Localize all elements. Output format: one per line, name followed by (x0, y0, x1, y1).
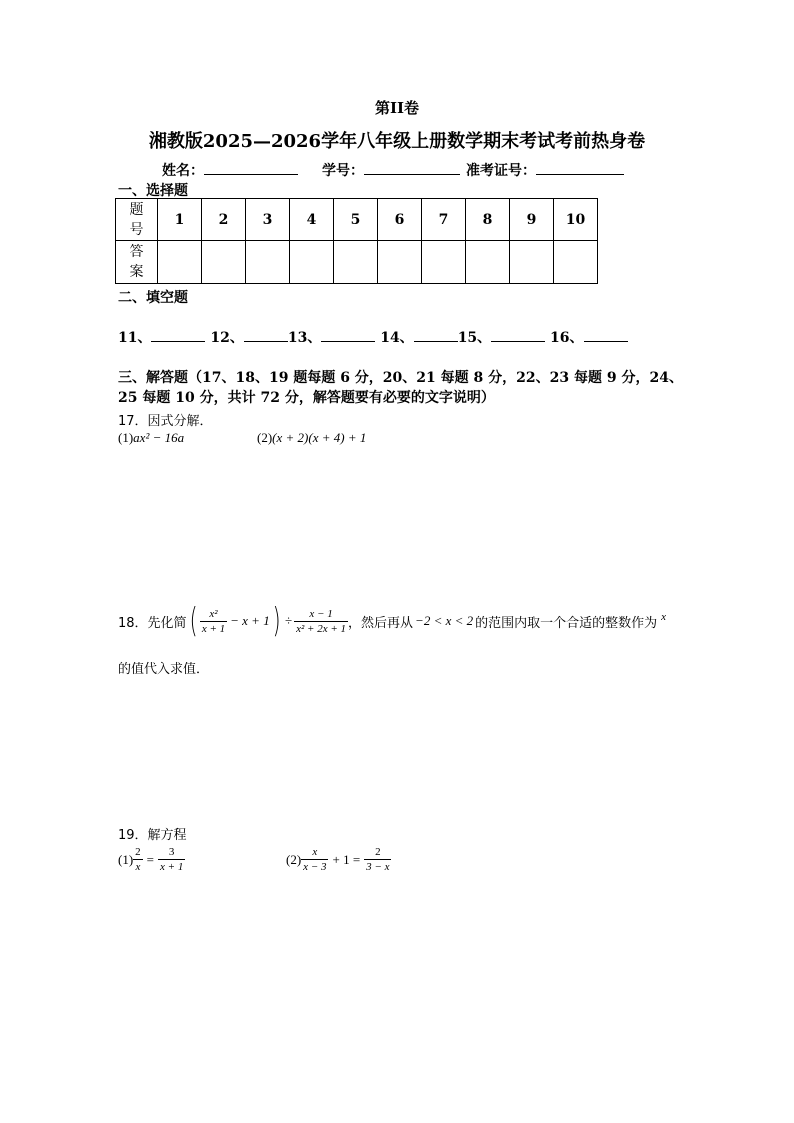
answer-cell[interactable] (202, 241, 246, 284)
q17-part1-expr: ax² − 16a (133, 430, 185, 445)
fill-item-label: 16、 (550, 330, 584, 346)
fill-blank[interactable] (491, 327, 545, 342)
q19-part2-middle: + 1 = (332, 851, 361, 867)
q17-part2 (257, 430, 366, 446)
fill-blank[interactable] (584, 327, 628, 342)
q19-stem: 19．解方程 (118, 828, 187, 843)
answer-header: 答案 (116, 241, 158, 284)
answer-cell[interactable] (158, 241, 202, 284)
answer-cell[interactable] (246, 241, 290, 284)
page-title: 湘教版2025—2026学年八年级上册数学期末考试考前热身卷 (148, 131, 646, 152)
numerator: 2 (364, 845, 391, 860)
volume-label: 第II卷 (374, 99, 420, 117)
q19-part2 (286, 845, 391, 874)
fill-blank[interactable] (244, 327, 288, 342)
question-number-cell: 6 (378, 199, 422, 241)
q19-part1-lhs (133, 845, 143, 874)
answer-cell[interactable] (290, 241, 334, 284)
student-id-label: 学号： (322, 163, 364, 179)
left-paren: ( (189, 601, 198, 641)
section-solve-heading-line2: 25 每题 10 分，共计 72 分，解答题要有必要的文字说明） (118, 390, 495, 406)
q19-part1-rhs (158, 845, 185, 874)
q19-part2-rhs (364, 845, 391, 874)
answer-cell[interactable] (422, 241, 466, 284)
q19-part1 (118, 845, 185, 874)
q19-part2-lhs (301, 845, 328, 874)
name-label: 姓名： (162, 163, 204, 179)
q18-suffix: 的范围内取一个合适的整数作为 (475, 615, 658, 631)
q17-part2-label: (2) (257, 430, 273, 445)
answer-cell[interactable] (554, 241, 598, 284)
student-id-blank[interactable] (364, 160, 460, 175)
exam-number-field[interactable] (466, 160, 624, 180)
answer-table (115, 198, 598, 284)
exam-number-blank[interactable] (536, 160, 624, 175)
q17-part2-expr: (x + 2)(x + 4) + 1 (272, 430, 367, 445)
section-solve-heading-line1: 三、解答题（17、18、19 题每题 6 分，20、21 每题 8 分，22、23 每题 9 分，24、 (118, 370, 683, 386)
section-choice-heading: 一、选择题 (118, 183, 188, 199)
student-id-field[interactable] (322, 160, 460, 180)
question-number-header: 题号 (116, 199, 158, 241)
fill-item-label: 13、 (287, 330, 322, 346)
q18-line1 (118, 601, 667, 641)
q17-part1-label: (1) (118, 430, 134, 445)
numerator: 2 (135, 846, 141, 858)
question-number-cell: 7 (422, 199, 466, 241)
fill-item-label: 15、 (457, 330, 492, 346)
question-number-cell: 3 (246, 199, 290, 241)
fill-item-label: 11、 (118, 330, 152, 346)
denominator: 3 − x (366, 861, 390, 873)
fill-blank[interactable] (321, 327, 375, 342)
exam-number-label: 准考证号： (466, 163, 536, 179)
q18-fraction1-denominator: x + 1 (201, 622, 226, 635)
question-number-cell: 4 (290, 199, 334, 241)
fill-item-label: 14、 (380, 330, 414, 346)
denominator: x + 1 (160, 861, 184, 873)
answer-row (116, 241, 598, 284)
q19-part2-label: (2) (286, 851, 302, 867)
q18-fraction1-numerator: x² (200, 607, 227, 622)
question-number-cell: 5 (334, 199, 378, 241)
q18-range: −2 < x < 2 (415, 613, 474, 628)
answer-cell[interactable] (334, 241, 378, 284)
question-number-cell: 10 (554, 199, 598, 241)
q17-stem: 17．因式分解． (118, 414, 213, 429)
question-number-row (116, 199, 598, 241)
q18-minus-part: − x + 1 (230, 613, 270, 628)
q18-middle-text: ，然后再从 (348, 615, 414, 631)
question-number-cell: 2 (202, 199, 246, 241)
q18-fraction1 (200, 607, 227, 636)
fill-blank[interactable] (151, 327, 205, 342)
answer-cell[interactable] (510, 241, 554, 284)
denominator: x − 3 (303, 861, 327, 873)
division-sign: ÷ (284, 613, 293, 628)
numerator: x (301, 845, 328, 860)
q17-part1 (118, 430, 184, 446)
q18-prefix: 18．先化简 (118, 615, 187, 631)
q18-fraction2-denominator: x² + 2x + 1 (296, 622, 347, 635)
fill-blank-row (118, 327, 628, 347)
right-paren: ) (272, 601, 281, 641)
equals-sign: = (146, 851, 155, 867)
answer-cell[interactable] (378, 241, 422, 284)
q18-line2: 的值代入求值． (118, 662, 210, 677)
answer-cell[interactable] (466, 241, 510, 284)
denominator: x (135, 861, 141, 873)
fill-item-label: 12、 (210, 330, 244, 346)
question-number-cell: 1 (158, 199, 202, 241)
name-field[interactable] (162, 160, 298, 180)
q18-variable: x (661, 611, 667, 623)
question-number-cell: 8 (466, 199, 510, 241)
q18-fraction2 (294, 607, 348, 636)
q18-fraction2-numerator: x − 1 (294, 607, 348, 622)
question-number-cell: 9 (510, 199, 554, 241)
section-fill-heading: 二、填空题 (118, 290, 188, 306)
name-blank[interactable] (204, 160, 298, 175)
fill-blank[interactable] (414, 327, 458, 342)
numerator: 3 (158, 845, 185, 860)
q19-part1-label: (1) (118, 851, 134, 867)
